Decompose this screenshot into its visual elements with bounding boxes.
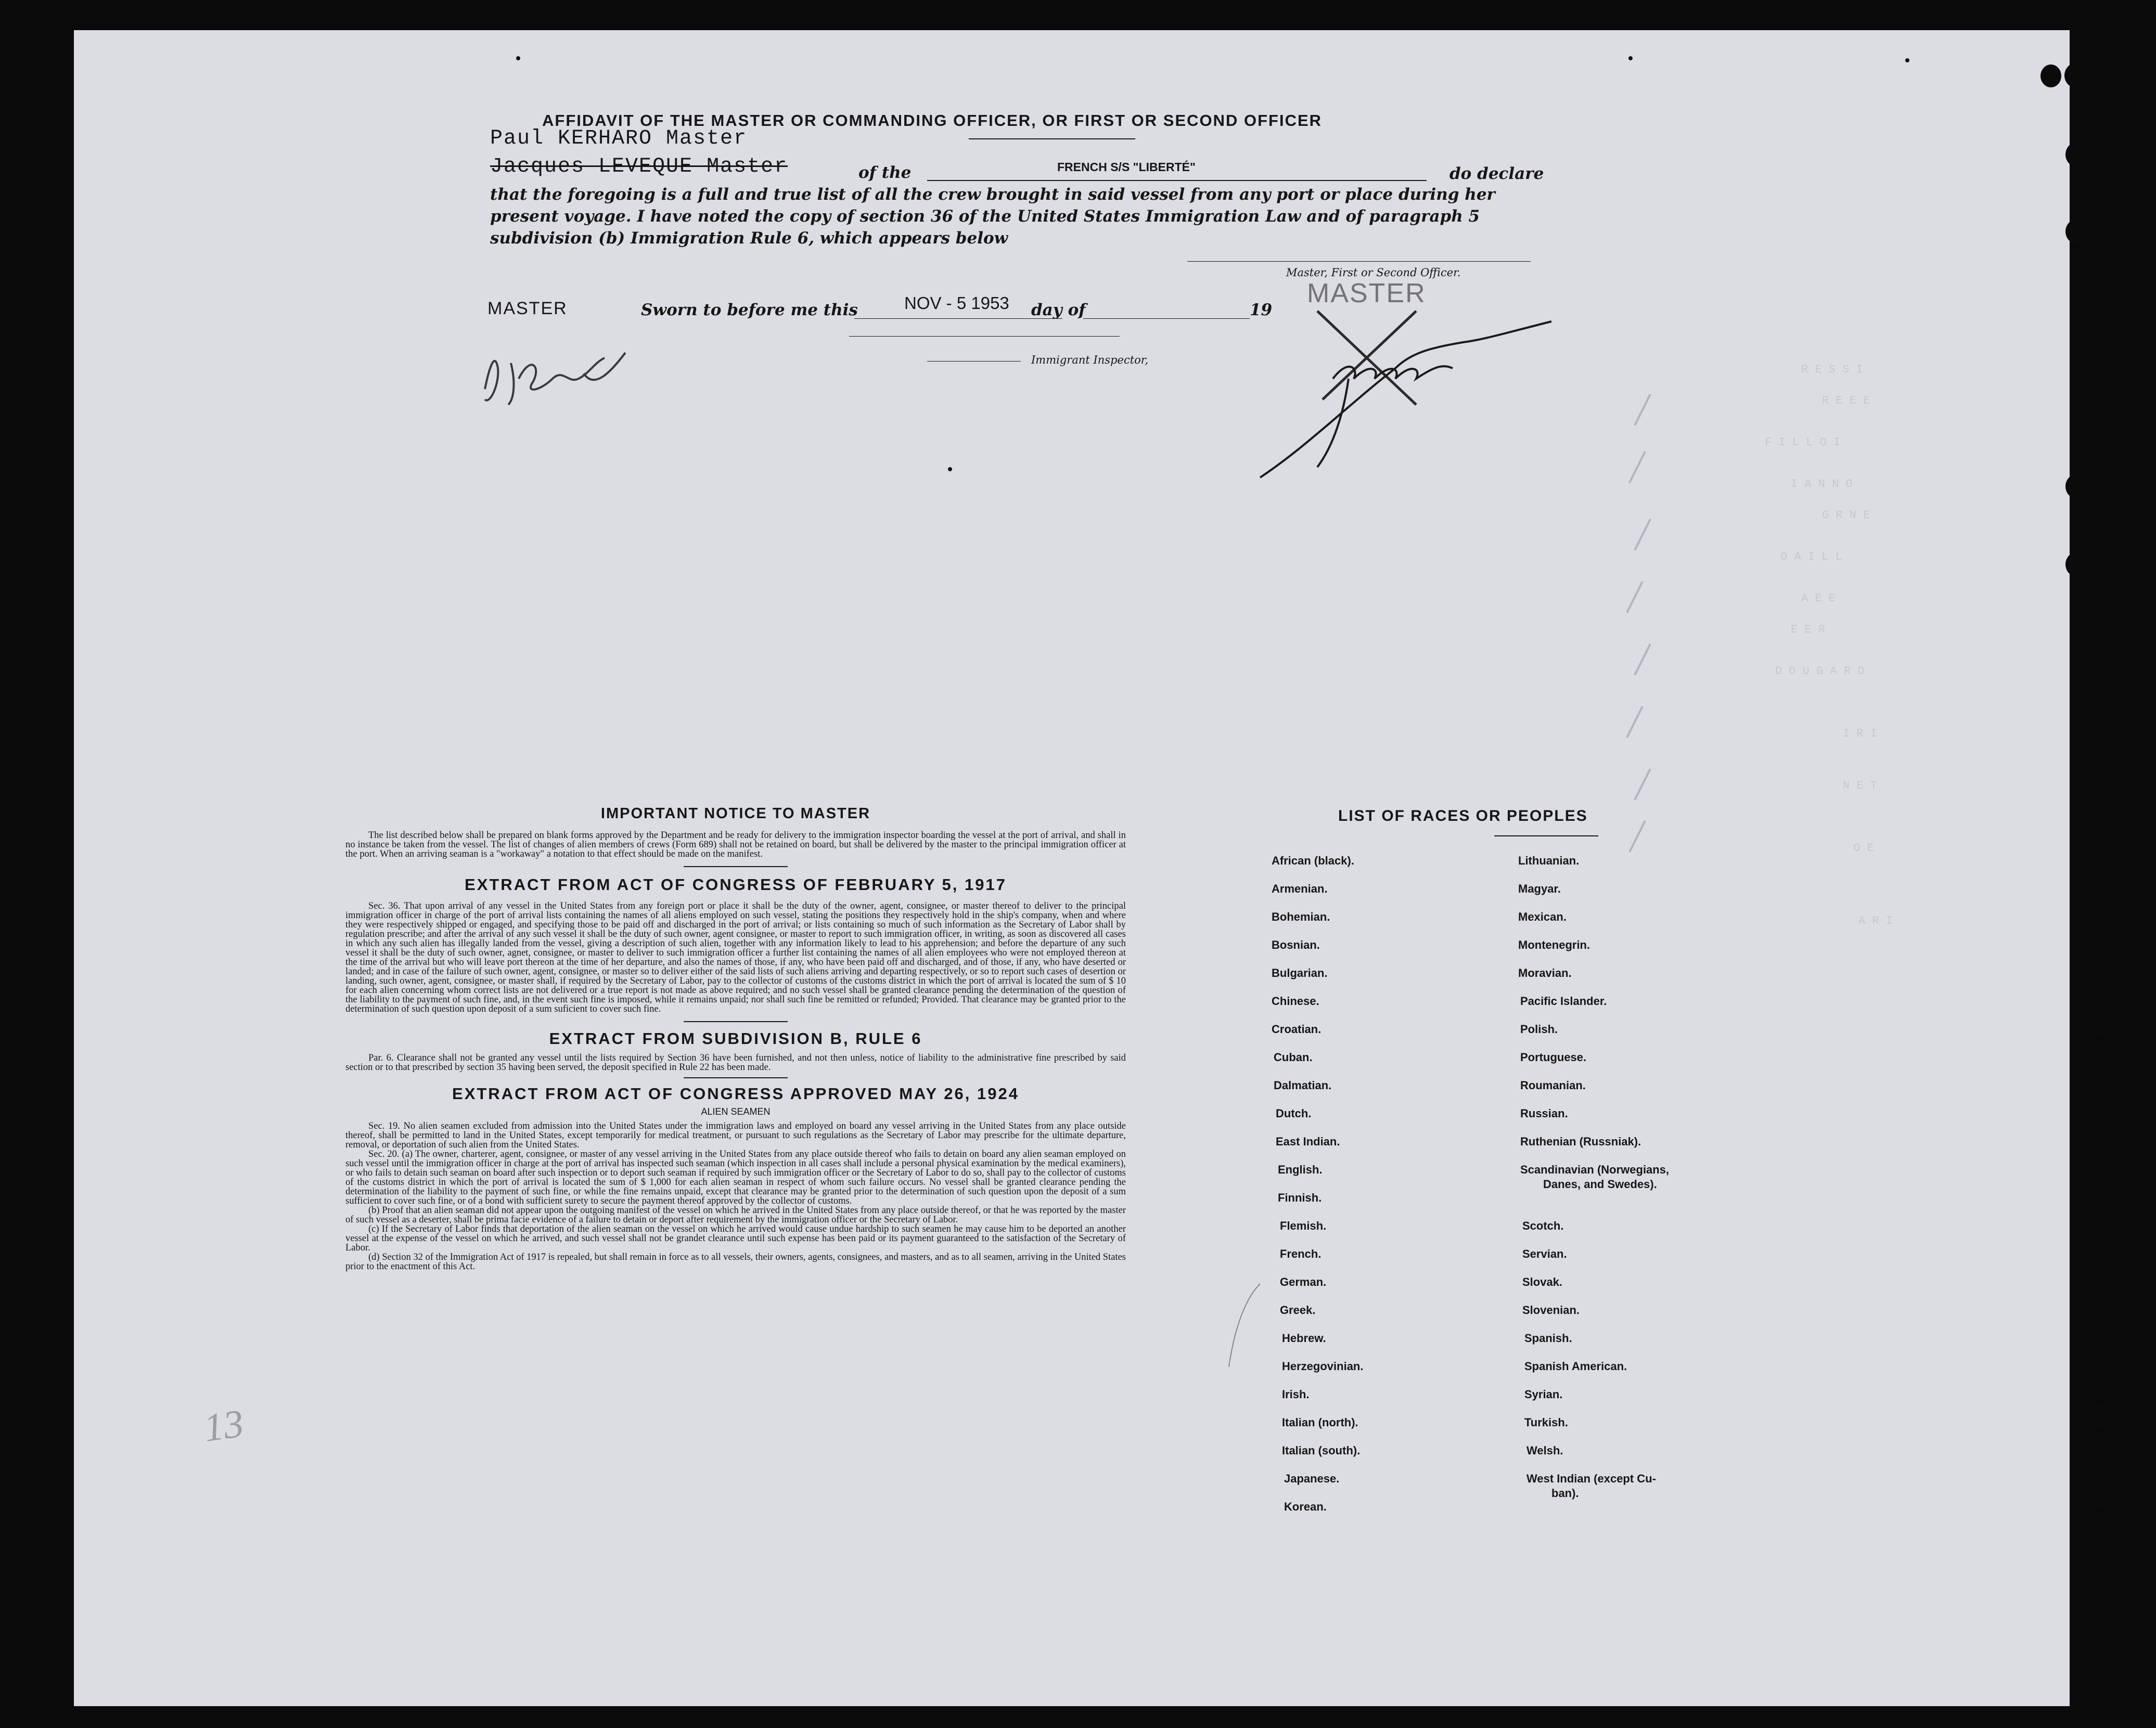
race-item: Welsh.: [1526, 1444, 1563, 1457]
master-typed-label: MASTER: [487, 299, 568, 318]
punch-hole: [2065, 141, 2091, 167]
sworn-label: Sworn to before me this: [641, 301, 858, 319]
race-item: Slovenian.: [1522, 1304, 1580, 1317]
margin-note: 13: [201, 1401, 247, 1450]
race-item: East Indian.: [1276, 1135, 1340, 1148]
sec20d-text: (d) Section 32 of the Immigration Act of 1917 is repealed, but shall remain in force as to all vessels, their owners, agents, consignees, and masters, and as to all seamen, arriving in the United States prior to the enactment of this Act.: [345, 1252, 1126, 1272]
master-officer-label: Master, First or Second Officer.: [1286, 266, 1461, 279]
race-item: Polish.: [1520, 1023, 1558, 1036]
race-item: Syrian.: [1524, 1388, 1563, 1401]
race-item: African (black).: [1272, 854, 1354, 867]
race-item: Dutch.: [1276, 1107, 1312, 1120]
race-item: Russian.: [1520, 1107, 1568, 1120]
race-item: English.: [1278, 1163, 1323, 1176]
race-item: Hebrew.: [1282, 1332, 1326, 1345]
day-of-label: day of: [1031, 301, 1086, 319]
race-item: Scotch.: [1522, 1219, 1564, 1232]
race-item: Servian.: [1522, 1247, 1567, 1260]
race-item: Italian (north).: [1282, 1416, 1358, 1429]
punch-hole: [2089, 1324, 2115, 1350]
master-signature: [1244, 290, 1567, 498]
race-item: Finnish.: [1278, 1191, 1322, 1204]
race-item: Roumanian.: [1520, 1079, 1586, 1092]
punch-hole: [2089, 1010, 2115, 1036]
affidavit-body-line3: subdivision (b) Immigration Rule 6, which appears below: [490, 229, 1008, 248]
race-item: Herzegovinian.: [1282, 1360, 1364, 1373]
extract-rule6-title: EXTRACT FROM SUBDIVISION B, RULE 6: [549, 1029, 922, 1048]
alien-seamen-subtitle: ALIEN SEAMEN: [701, 1106, 771, 1117]
race-item: Irish.: [1282, 1388, 1310, 1401]
inspector-signature: [407, 321, 657, 425]
race-item: Chinese.: [1272, 995, 1319, 1008]
race-item: Montenegrin.: [1518, 938, 1590, 951]
punch-hole: [2064, 62, 2090, 88]
sec19-text: Sec. 19. No alien seamen excluded from admission into the United States under the immigration laws and employed on board any vessel arriving in the United States from any place outside thereof, shall be permitted to land in the United States, except temporarily for medical treatment, or pursuant to such regulations as the Secretary of Labor may prescribe for the ultimate departure, removal, or deportation of such alien from the United States.: [345, 1121, 1126, 1150]
affidavit-body-line1: that the foregoing is a full and true list of all the crew brought in said vessel from any port or place during her: [490, 185, 1495, 204]
extract-rule6-text: Par. 6. Clearance shall not be granted any vessel until the lists required by Section 36 have been furnished, and not then unless, notice of liability to the administrative fine prescribed by said section or to that prescribed by section 35 having been served, the deposit specified in Rule 22 has been made.: [345, 1053, 1126, 1073]
race-item: West Indian (except Cu-: [1526, 1472, 1656, 1485]
race-item: Lithuanian.: [1518, 854, 1580, 867]
race-item: Magyar.: [1518, 882, 1561, 895]
of-the-label: of the: [858, 163, 912, 182]
notice-section: [345, 805, 1126, 1271]
race-item: Bosnian.: [1272, 938, 1320, 951]
race-item: German.: [1280, 1275, 1327, 1288]
race-item: Mexican.: [1518, 910, 1567, 923]
notice-text: The list described below shall be prepared on blank forms approved by the Department and be ready for delivery to the immigration inspector boarding the vessel at the port of arrival, and shall in no instance be taken from the vessel. The list of changes of alien members of crews (Form 689) shall not be retained on board, but shall be delivered by the master to the principal immigration officer at the port. When an arriving seaman is a "workaway" a notation to that effect should be made on the manifest.: [345, 830, 1126, 859]
document-sheet: R E S S I R E E E F I L L O I I A N N O G R N E O A I L L A E E E E R D O U G A R D I R I N E T O E A R I AFFIDAVIT OF THE MASTER OR COMMANDING OFFICER, OR FIRST OR SECOND OFFICER Paul KERHARO Master Jacques LEVEQUE Master of the FRENCH S/S "LIBERTÉ" do declare that the foregoing is a full and true list of all the crew brought in said vessel from any port or place during her present voyage. I have noted the copy of section 36 of the United States Immigration Law and of paragraph 5 subdivision (b) Immigration Rule 6, which appears below Master, First or Second Officer. MASTER MASTER Sworn to before me this NOV - 5 1953 day of 19 Immigrant Inspector, 13 IMPORTANT NOTICE TO MASTER The list described below shall be prepared on blank forms approved by the Department and be ready for delivery to the immigration inspector boarding the vessel at the port of arrival, and shall in no instance be taken from the vessel. The list of changes of alien members of crews (Form 689) shall not be retained on board, but shall be delivered by the master to the principal immigration officer at the port. When an arriving seaman is a "workaway" a notation to that effect should be made on the manifest. EXTRACT FROM ACT OF CONGRESS OF FEBRUARY 5, 1917 Sec. 36. That upon arrival of any vessel in the United States from any foreign port or place it shall be the duty of the owner, agent, consignee, or master thereof to deliver to the principal immigration officer in charge of the port of arrival lists containing the names of all aliens employed on such vessel, stating the positions they respectively hold in the ship's company, when and where they were respectively shipped or engaged, and specifying those to be paid off and discharged in the port of arrival; or lists containing so much of such information as the Secretary of Labor shall by regulation prescribe; and after the arrival of any such vessel it shall be the duty of such owner, agent consignee, or master to report to such immigration officer, in writing, as soon as discovered all cases in which any such alien has illegally landed from the vessel, giving a description of such alien, together with any information likely to lead to his apprehension; and before the departure of any such vessel it shall be the duty of such owner, agnet, consignee, or master to deliver to such immigration officer a further list containing the names of all alien employees who were not employed thereon at the time of the arrival but who will leave port thereon at the time of her departure, and also the names of those, if any, who have been paid off and discharged, and of those, if any, who have deserted or landed; and in case of the failure of such owner, agent, consignee, or master so to deliver either of the said lists of such aliens arriving and departing respectively, or so to report such cases of desertion or landing, such owner, agent, consignee, or master shall, if required by the Secretary of Labor, pay to the collector of customs of the customs district in which the port of arrival is located the sum of $ 10 for each alien concerning whom correct lists are not delivered or a true report is not made as above required; and no such vessel shall be granted clearance pending the determination of the question of the liability to the payment of such fine, and, in the event such fine is imposed, while it remains unpaid; nor shall such fine be remitted or refunded; Provided. That clearance may be granted prior to the determination of such question upon deposit of a sum suficient to cover such fine. EXTRACT FROM SUBDIVISION B, RULE 6 Par. 6. Clearance shall not be granted any vessel until the lists required by Section 36 have been furnished, and not then unless, notice of liability to the administrative fine prescribed by said section or to that prescribed by section 35 having been served, the deposit specified in Rule 22 has been made. EXTRACT FROM ACT OF CONGRESS APPROVED MAY 26, 1924 ALIEN SEAMEN Sec. 19. No alien seamen excluded from admission into the United States under the immigration laws and employed on board any vessel arriving in the United States from any place outside thereof, shall be permitted to land in the United States, except temporarily for medical treatment, or pursuant to such regulations as the Secretary of Labor may prescribe for the ultimate departure, removal, or deportation of such alien from the United States. Sec. 20. (a) The owner, charterer, agent, consignee, or master of any vessel arriving in the United States from any place outside thereof who fails to detain on board any alien seaman employed on such vessel until the immigration officer in charge at the port of arrival has inspected such seaman (which inspection in all cases shall include a personal physical examination by the medical examiners), or who fails to detain such seaman on board after such inspection or to deport such seaman if required by such immigration officer or the Secretary of Labor to do so, shall pay to the collector of customs of the customs district in which the port of arrival is located the sum of $ 1,000 for each alien seaman in respect of whom such failure occurs. No vessel shall be granted clearance pending the determination of the liability to the payment of such fine, or while the fine remains unpaid, except that clearance may be granted prior to the determination of such question upon the deposit of a sum sufficient to cover such fine, or of a bond with sufficient surety to secure the payment thereof approved by the collector of customs. (b) Proof that an alien seaman did not appear upon the outgoing manifest of the vessel on which he arrived in the United States from any place outside thereof, or that he was reported by the master of such vessel as a deserter, shall be prima facie evidence of a failure to detain or deport after requirement by the immigration officer or the Secretary of Labor. (c) If the Secretary of Labor finds that deportation of the alien seaman on the vessel on which he arrived would cause undue hardship to such seamen he may cause him to be deported an another vessel at the expense of the vessel on which he arrived, and such vessel shall not be grandet clearance until such expense has been paid or its payment guaranteed to the satisfaction of the Secretary of Labor. (d) Section 32 of the Immigration Act of 1917 is repealed, but shall remain in force as to all vessels, their owners, agents, consignees, and masters, and as to all seamen, arriving in the United States prior to the enactment of this Act. LIST OF RACES OR PEOPLES African (black). Armenian. Bohemian. Bosnian. Bulgarian. Chinese. Croatian. Cuban. Dalmatian. Dutch. East Indian. English. Finnish. Flemish. French. German. Greek. Hebrew. Herzegovinian. Irish. Italian (north). Italian (south). Japanese. Korean. Lithuanian. Magyar. Mexican. Montenegrin. Moravian. Pacific Islander. Polish. Portuguese. Roumanian. Russian. Ruthenian (Russniak). Scandinavian (Norwegians, Danes, and Swedes). Scotch. Servian. Slovak. Slovenian. Spanish. Spanish American. Syrian. Turkish. Welsh. West Indian (except Cu- ban).: [74, 30, 2070, 1706]
race-item: Scandinavian (Norwegians,: [1520, 1163, 1670, 1176]
do-declare-label: do declare: [1449, 164, 1544, 183]
extract-1924-title: EXTRACT FROM ACT OF CONGRESS APPROVED MAY 26, 1924: [452, 1085, 1019, 1103]
year-prefix: 19: [1250, 301, 1273, 319]
race-item: Bulgarian.: [1272, 966, 1328, 979]
extract-1917-text: Sec. 36. That upon arrival of any vessel in the United States from any foreign port or place it shall be the duty of the owner, agent, consignee, or master thereof to deliver to the principal immigration officer in charge of the port of arrival lists containing the names of all aliens employed on such vessel, stating the positions they respectively hold in the ship's company, when and where they were respectively shipped or engaged, and specifying those to be paid off and discharged in the port of arrival; or lists containing so much of such information as the Secretary of Labor shall by regulation prescribe; and after the arrival of any such vessel it shall be the duty of such owner, agent consignee, or master to report to such immigration officer, in writing, as soon as discovered all cases in which any such alien has illegally landed from the vessel, giving a description of such alien, together with any information likely to lead to his apprehension; and before the departure of any such vessel it shall be the duty of such owner, agnet, consignee, or master to deliver to such immigration officer a further list containing the names of all alien employees who were not employed thereon at the time of the arrival but who will leave port thereon at the time of her departure, and also the names of those, if any, who have been paid off and discharged, and of those, if any, who have deserted or landed; and in case of the failure of such owner, agent, consignee, or master so to deliver either of the said lists of such aliens arriving and departing respectively, or so to report such cases of desertion or landing, such owner, agent, consignee, or master shall, if required by the Secretary of Labor, pay to the collector of customs of the customs district in which the port of arrival is located the sum of $ 10 for each alien concerning whom correct lists are not delivered or a true report is not made as above required; and no such vessel shall be granted clearance pending the determination of the question of the liability to the payment of such fine, and, in the event such fine is imposed, while it remains unpaid; nor shall such fine be remitted or refunded; Provided. That clearance may be granted prior to the determination of such question upon deposit of a sum suficient to cover such fine.: [345, 901, 1126, 1014]
race-item: French.: [1280, 1247, 1321, 1260]
race-item: Korean.: [1284, 1500, 1327, 1513]
struck-master-name: Jacques LEVEQUE Master: [490, 155, 788, 178]
sworn-date: NOV - 5 1953: [904, 293, 1009, 313]
affidavit-title: AFFIDAVIT OF THE MASTER OR COMMANDING OFFICER, OR FIRST OR SECOND OFFICER: [542, 111, 1323, 130]
race-item: Croatian.: [1272, 1023, 1321, 1036]
punch-hole: [2089, 1482, 2115, 1508]
race-item: Cuban.: [1274, 1051, 1313, 1064]
race-item: Slovak.: [1522, 1275, 1563, 1288]
race-item: Turkish.: [1524, 1416, 1568, 1429]
sec20a-text: Sec. 20. (a) The owner, charterer, agent, consignee, or master of any vessel arriving in the United States from any place outside thereof who fails to detain on board any alien seaman employed on such vessel until the immigration officer in charge at the port of arrival has inspected such seaman (which inspection in all cases shall include a personal physical examination by the medical examiners), or who fails to detain such seaman on board after such inspection or to deport such seaman if required by such immigration officer or the Secretary of Labor to do so, shall pay to the collector of customs of the customs district in which the port of arrival is located the sum of $ 1,000 for each alien seaman in respect of whom such failure occurs. No vessel shall be granted clearance pending the determination of the liability to the payment of such fine, or while the fine remains unpaid, except that clearance may be granted prior to the determination of such question upon the deposit of a sum sufficient to cover such fine, or of a bond with sufficient surety to secure the payment thereof approved by the collector of customs.: [345, 1149, 1126, 1206]
punch-hole: [2065, 473, 2091, 499]
race-item: Italian (south).: [1282, 1444, 1361, 1457]
races-title: LIST OF RACES OR PEOPLES: [1338, 807, 1588, 824]
punch-hole: [2089, 1165, 2115, 1191]
pencil-mark: [1213, 1279, 1276, 1372]
punch-hole: [2040, 65, 2061, 87]
race-item: Bohemian.: [1272, 910, 1330, 923]
race-item: ban).: [1551, 1487, 1579, 1500]
race-item: Japanese.: [1284, 1472, 1340, 1485]
race-item: Greek.: [1280, 1304, 1316, 1317]
race-item: Pacific Islander.: [1520, 995, 1607, 1008]
punch-hole: [2089, 1089, 2115, 1115]
vessel-name: FRENCH S/S "LIBERTÉ": [1057, 160, 1196, 174]
punch-hole: [2065, 551, 2091, 577]
race-item: Ruthenian (Russniak).: [1520, 1135, 1641, 1148]
punch-hole: [2089, 1403, 2115, 1429]
race-item: Dalmatian.: [1274, 1079, 1332, 1092]
master-stamp: MASTER: [1307, 278, 1426, 308]
affidavit-body-line2: present voyage. I have noted the copy of section 36 of the United States Immigration Law and of paragraph 5: [490, 207, 1480, 226]
inspector-label: Immigrant Inspector,: [1031, 354, 1149, 366]
race-item: Danes, and Swedes).: [1543, 1178, 1657, 1191]
punch-hole: [2065, 218, 2091, 244]
race-item: Flemish.: [1280, 1219, 1327, 1232]
race-item: Portuguese.: [1520, 1051, 1587, 1064]
sec20b-text: (b) Proof that an alien seaman did not appear upon the outgoing manifest of the vessel on which he arrived in the United States from any place outside thereof, or that he was reported by the master of such vessel as a deserter, shall be prima facie evidence of a failure to detain or deport after requirement by the immigration officer or the Secretary of Labor.: [345, 1205, 1126, 1225]
race-item: Armenian.: [1272, 882, 1328, 895]
master-typed-name: Paul KERHARO Master: [490, 127, 748, 150]
extract-1917-title: EXTRACT FROM ACT OF CONGRESS OF FEBRUARY 5, 1917: [465, 875, 1007, 894]
race-item: Moravian.: [1518, 966, 1572, 979]
sec20c-text: (c) If the Secretary of Labor finds that deportation of the alien seaman on the vessel on which he arrived would cause undue hardship to such seamen he may cause him to be deported an another vessel at the expense of the vessel on which he arrived, and such vessel shall not be grandet clearance until such expense has been paid or its payment guaranteed to the satisfaction of the Secretary of Labor.: [345, 1224, 1126, 1253]
check-marks: [1614, 394, 1718, 862]
notice-title: IMPORTANT NOTICE TO MASTER: [600, 805, 871, 822]
race-item: Spanish.: [1524, 1332, 1572, 1345]
race-item: Spanish American.: [1524, 1360, 1627, 1373]
